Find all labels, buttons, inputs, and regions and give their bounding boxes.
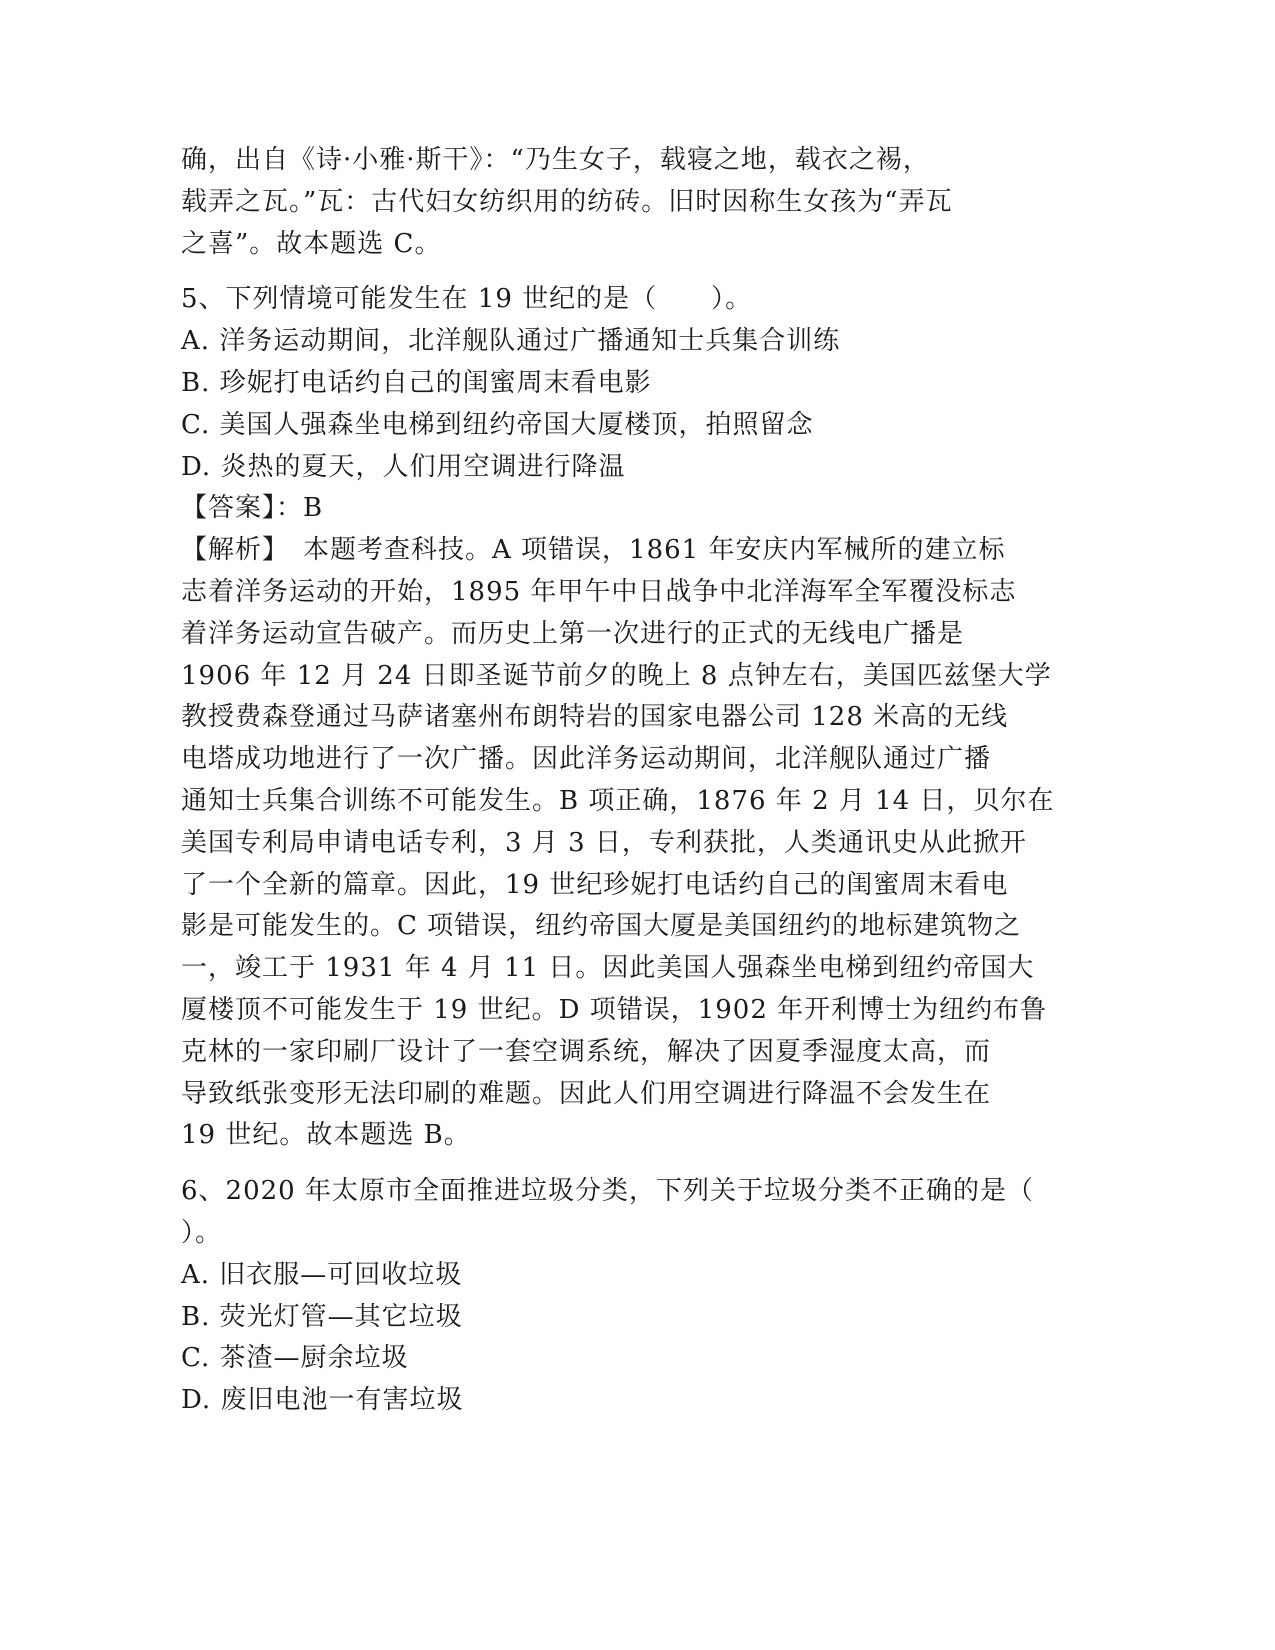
analysis-line: 一，竣工于 1931 年 4 月 11 日。因此美国人强森坐电梯到纽约帝国大 bbox=[181, 953, 1035, 984]
analysis-line: 克林的一家印刷厂设计了一套空调系统，解决了因夏季湿度太高，而 bbox=[181, 1036, 992, 1067]
previous-analysis-continuation bbox=[181, 140, 1081, 265]
option-c: C. 茶渣—厨余垃圾 bbox=[181, 1343, 409, 1374]
analysis-line: 导致纸张变形无法印刷的难题。因此人们用空调进行降温不会发生在 bbox=[181, 1078, 992, 1109]
option-b: B. 荧光灯管—其它垃圾 bbox=[181, 1301, 463, 1332]
analysis-line: 美国专利局申请电话专利，3 月 3 日，专利获批，人类通讯史从此掀开 bbox=[181, 827, 1027, 858]
analysis-line: 志着洋务运动的开始，1895 年甲午中日战争中北洋海军全军覆没标志 bbox=[181, 576, 1017, 607]
analysis-line: 厦楼顶不可能发生于 19 世纪。D 项错误，1902 年开利博士为纽约布鲁 bbox=[181, 994, 1048, 1025]
text-line: 之喜”。故本题选 C。 bbox=[181, 228, 442, 259]
question-5 bbox=[181, 279, 1081, 1157]
question-stem: 5、下列情境可能发生在 19 世纪的是（ ）。 bbox=[181, 284, 753, 315]
analysis-line: 1906 年 12 月 24 日即圣诞节前夕的晚上 8 点钟左右，美国匹兹堡大学 bbox=[181, 660, 1052, 691]
option-d: D. 废旧电池一有害垃圾 bbox=[181, 1385, 464, 1416]
analysis-line: 了一个全新的篇章。因此，19 世纪珍妮打电话约自己的闺蜜周末看电 bbox=[181, 869, 1009, 900]
analysis-line: 【解析】 本题考查科技。A 项错误，1861 年安庆内军械所的建立标 bbox=[181, 535, 1006, 566]
option-a: A. 洋务运动期间，北洋舰队通过广播通知士兵集合训练 bbox=[181, 326, 841, 357]
analysis-line: 影是可能发生的。C 项错误，纽约帝国大厦是美国纽约的地标建筑物之 bbox=[181, 911, 1022, 942]
text-line: 确，出自《诗·小雅·斯干》：“乃生女子，载寝之地，载衣之裼， bbox=[181, 145, 930, 175]
analysis-line: 教授费森登通过马萨诸塞州布朗特岩的国家电器公司 128 米高的无线 bbox=[181, 702, 1009, 733]
analysis-line: 19 世纪。故本题选 B。 bbox=[181, 1120, 471, 1151]
text-line: 载弄之瓦。”瓦：古代妇女纺织用的纺砖。旧时因称生女孩为“弄瓦 bbox=[181, 186, 953, 217]
option-b: B. 珍妮打电话约自己的闺蜜周末看电影 bbox=[181, 367, 652, 398]
document-page bbox=[181, 140, 1081, 1422]
question-stem: 6、2020 年太原市全面推进垃圾分类，下列关于垃圾分类不正确的是（ bbox=[181, 1176, 1034, 1207]
option-d: D. 炎热的夏天，人们用空调进行降温 bbox=[181, 451, 626, 482]
analysis-line: 着洋务运动宣告破产。而历史上第一次进行的正式的无线电广播是 bbox=[181, 618, 965, 649]
analysis-line: 电塔成功地进行了一次广播。因此洋务运动期间，北洋舰队通过广播 bbox=[181, 744, 992, 775]
analysis-line: 通知士兵集合训练不可能发生。B 项正确，1876 年 2 月 14 日，贝尔在 bbox=[181, 785, 1055, 816]
question-stem: ）。 bbox=[181, 1217, 223, 1248]
option-a: A. 旧衣服—可回收垃圾 bbox=[181, 1259, 463, 1290]
option-c: C. 美国人强森坐电梯到纽约帝国大厦楼顶，拍照留念 bbox=[181, 409, 814, 440]
answer-line: 【答案】：B bbox=[181, 493, 324, 524]
question-6 bbox=[181, 1171, 1081, 1422]
